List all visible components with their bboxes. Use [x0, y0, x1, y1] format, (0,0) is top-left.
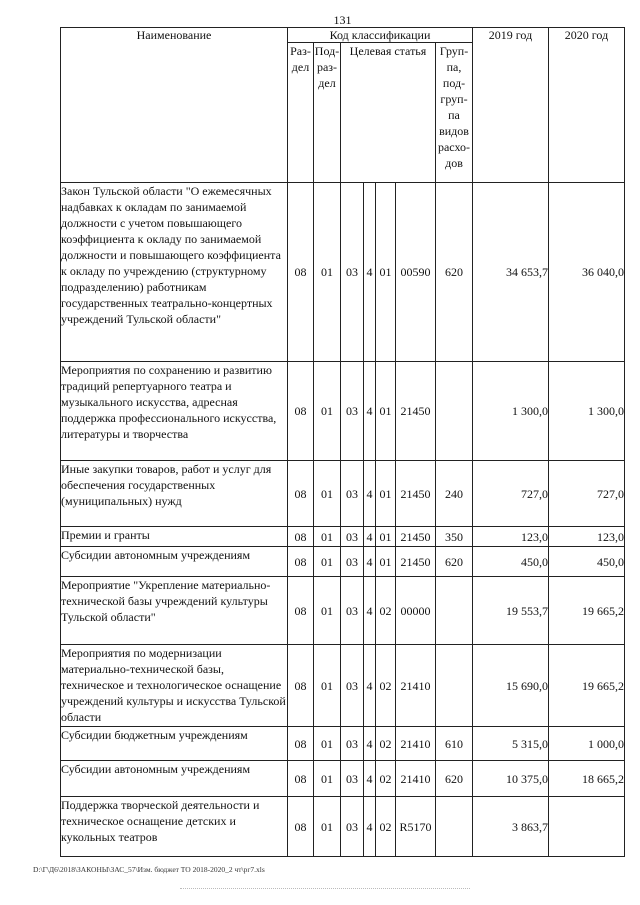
row-target-event: 02 [376, 797, 396, 857]
row-target-direction: 21450 [396, 461, 436, 527]
header-code-group: Код классификации [288, 28, 473, 43]
row-amount-2019: 34 653,7 [473, 183, 549, 362]
row-target-direction: 21450 [396, 527, 436, 547]
row-amount-2020: 36 040,0 [549, 183, 625, 362]
row-podrazdel: 01 [314, 645, 341, 727]
row-target-subprogram: 4 [364, 461, 376, 527]
budget-table [60, 27, 625, 857]
scan-artifact-line [180, 888, 470, 890]
row-name: Субсидии автономным учреждениям [61, 547, 288, 577]
table-row [61, 362, 625, 461]
row-name: Мероприятие "Укрепление материально-технической базы учреждений культуры Тульской области" [61, 577, 288, 645]
row-target-program: 03 [341, 527, 364, 547]
row-name: Поддержка творческой деятельности и техническое оснащение детских и кукольных театров [61, 797, 288, 857]
row-target-subprogram: 4 [364, 577, 376, 645]
row-razdel: 08 [288, 577, 314, 645]
row-expense-type: 620 [436, 183, 473, 362]
row-target-direction: 21410 [396, 727, 436, 761]
table-row [61, 183, 625, 362]
row-target-program: 03 [341, 797, 364, 857]
row-expense-type: 350 [436, 527, 473, 547]
row-razdel: 08 [288, 761, 314, 797]
row-target-program: 03 [341, 461, 364, 527]
row-target-event: 01 [376, 527, 396, 547]
table-row [61, 727, 625, 761]
row-podrazdel: 01 [314, 527, 341, 547]
row-target-subprogram: 4 [364, 527, 376, 547]
row-target-program: 03 [341, 547, 364, 577]
table-row [61, 527, 625, 547]
row-name: Закон Тульской области "О ежемесячных надбавках к окладам по занимаемой должности с учетом повышающего коэффициента к окладу по занимаемой должности и повышающего коэффициента к окладу по учреждению (структурному подразделению) работникам государственных театрально-концертных учреждений Тульской области" [61, 183, 288, 362]
row-razdel: 08 [288, 461, 314, 527]
row-razdel: 08 [288, 797, 314, 857]
file-path-footer: D:\Г\Д6\2018\ЗАКОНЫ\ЗАС_57\Изм. бюджет ТО 2018-2020_2 чт\рг7.xls [33, 865, 265, 874]
row-target-direction: 00590 [396, 183, 436, 362]
row-amount-2019: 15 690,0 [473, 645, 549, 727]
row-target-direction: 21450 [396, 362, 436, 461]
row-target-event: 01 [376, 362, 396, 461]
row-target-subprogram: 4 [364, 547, 376, 577]
row-amount-2020: 1 300,0 [549, 362, 625, 461]
header-row-top [61, 28, 625, 43]
row-target-event: 01 [376, 461, 396, 527]
row-target-event: 02 [376, 761, 396, 797]
row-podrazdel: 01 [314, 461, 341, 527]
row-target-event: 02 [376, 577, 396, 645]
row-target-program: 03 [341, 645, 364, 727]
row-razdel: 08 [288, 547, 314, 577]
table-row [61, 797, 625, 857]
row-target-subprogram: 4 [364, 761, 376, 797]
table-row [61, 461, 625, 527]
row-podrazdel: 01 [314, 761, 341, 797]
row-amount-2020: 1 000,0 [549, 727, 625, 761]
row-target-program: 03 [341, 183, 364, 362]
row-amount-2019: 5 315,0 [473, 727, 549, 761]
row-expense-type [436, 797, 473, 857]
row-expense-type [436, 362, 473, 461]
row-amount-2020: 123,0 [549, 527, 625, 547]
row-expense-type [436, 645, 473, 727]
row-razdel: 08 [288, 527, 314, 547]
row-target-program: 03 [341, 362, 364, 461]
header-section: Раз-дел [288, 43, 314, 183]
row-podrazdel: 01 [314, 797, 341, 857]
row-target-subprogram: 4 [364, 797, 376, 857]
row-amount-2019: 10 375,0 [473, 761, 549, 797]
row-amount-2020: 18 665,2 [549, 761, 625, 797]
row-target-subprogram: 4 [364, 183, 376, 362]
row-razdel: 08 [288, 645, 314, 727]
row-amount-2019: 19 553,7 [473, 577, 549, 645]
row-expense-type: 620 [436, 547, 473, 577]
row-expense-type [436, 577, 473, 645]
row-target-direction: 21410 [396, 761, 436, 797]
row-target-program: 03 [341, 761, 364, 797]
row-podrazdel: 01 [314, 577, 341, 645]
row-target-direction: 00000 [396, 577, 436, 645]
row-target-event: 01 [376, 183, 396, 362]
row-target-subprogram: 4 [364, 727, 376, 761]
header-subsection: Под-раз-дел [314, 43, 341, 183]
row-razdel: 08 [288, 362, 314, 461]
row-target-event: 02 [376, 645, 396, 727]
row-target-subprogram: 4 [364, 645, 376, 727]
row-amount-2020: 727,0 [549, 461, 625, 527]
row-expense-type: 240 [436, 461, 473, 527]
row-name: Субсидии автономным учреждениям [61, 761, 288, 797]
row-amount-2020: 450,0 [549, 547, 625, 577]
row-podrazdel: 01 [314, 727, 341, 761]
row-amount-2019: 123,0 [473, 527, 549, 547]
row-amount-2019: 1 300,0 [473, 362, 549, 461]
row-name: Премии и гранты [61, 527, 288, 547]
row-razdel: 08 [288, 183, 314, 362]
row-podrazdel: 01 [314, 183, 341, 362]
row-razdel: 08 [288, 727, 314, 761]
row-amount-2020: 19 665,2 [549, 577, 625, 645]
row-amount-2019: 450,0 [473, 547, 549, 577]
row-podrazdel: 01 [314, 362, 341, 461]
row-target-program: 03 [341, 577, 364, 645]
header-name: Наименование [61, 28, 288, 183]
row-amount-2020 [549, 797, 625, 857]
row-name: Субсидии бюджетным учреждениям [61, 727, 288, 761]
row-podrazdel: 01 [314, 547, 341, 577]
row-name: Мероприятия по сохранению и развитию традиций репертуарного театра и музыкального искусства, адресная поддержка профессионального искусства, литературы и творчества [61, 362, 288, 461]
row-amount-2020: 19 665,2 [549, 645, 625, 727]
row-target-direction: 21410 [396, 645, 436, 727]
row-expense-type: 620 [436, 761, 473, 797]
row-amount-2019: 3 863,7 [473, 797, 549, 857]
row-target-direction: R5170 [396, 797, 436, 857]
table-row [61, 577, 625, 645]
row-name: Иные закупки товаров, работ и услуг для обеспечения государственных (муниципальных) нужд [61, 461, 288, 527]
table-row [61, 645, 625, 727]
row-target-event: 01 [376, 547, 396, 577]
header-expense-group: Груп-па, под-груп-па видов расхо-дов [436, 43, 473, 183]
row-target-subprogram: 4 [364, 362, 376, 461]
row-name: Мероприятия по модернизации материально-технической базы, техническое и технологическое оснащение учреждений культуры и искусства Тульской области [61, 645, 288, 727]
table-row [61, 547, 625, 577]
header-year-2019: 2019 год [473, 28, 549, 183]
header-target-article: Целевая статья [341, 43, 436, 183]
row-target-event: 02 [376, 727, 396, 761]
row-target-direction: 21450 [396, 547, 436, 577]
row-amount-2019: 727,0 [473, 461, 549, 527]
table-row [61, 761, 625, 797]
row-target-program: 03 [341, 727, 364, 761]
row-expense-type: 610 [436, 727, 473, 761]
page-number: 131 [333, 13, 352, 27]
header-year-2020: 2020 год [549, 28, 625, 183]
